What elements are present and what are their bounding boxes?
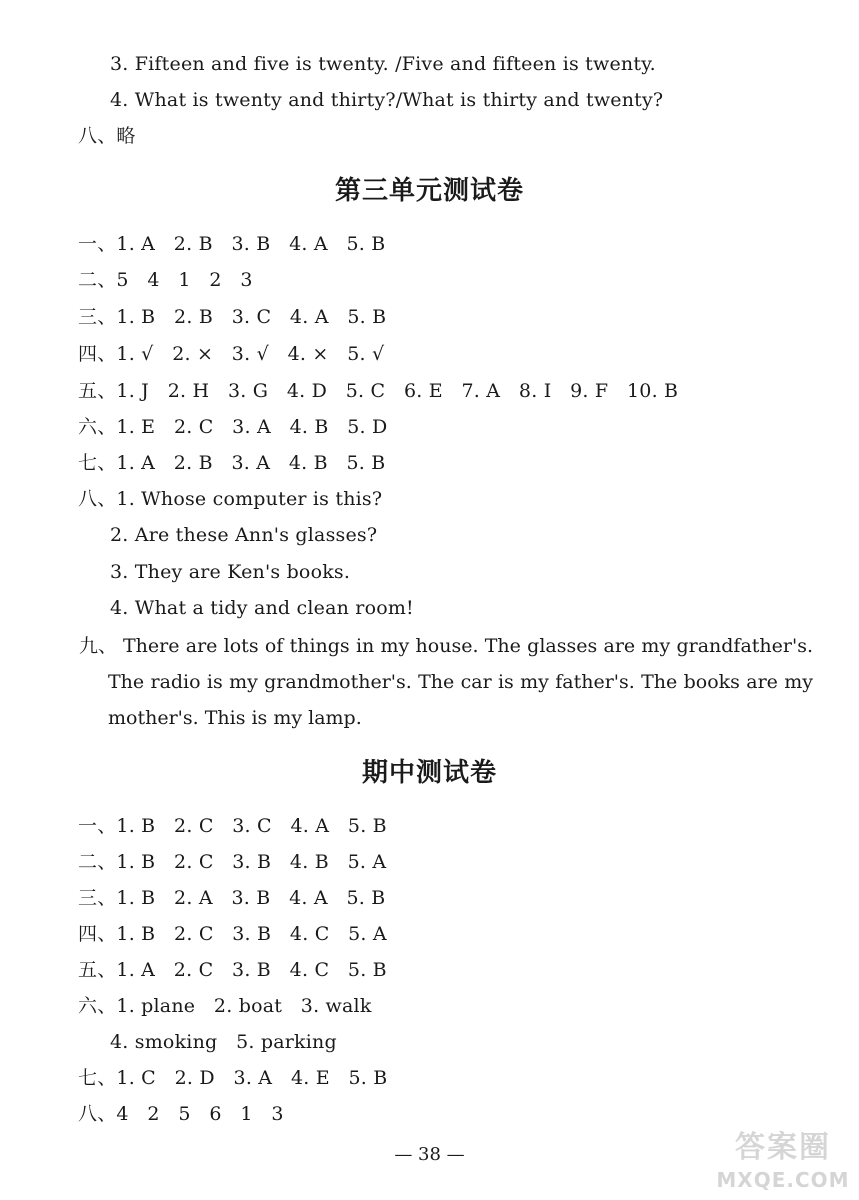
answer-line: 一、1. B 2. C 3. C 4. A 5. B: [78, 815, 387, 837]
answer-line: 七、1. A 2. B 3. A 4. B 5. B: [78, 452, 386, 474]
watermark-text: 答案圈: [735, 1130, 831, 1165]
section-title-unit3: 第三单元测试卷: [334, 176, 524, 206]
writing-answer-paragraph: [79, 628, 813, 736]
answer-line: 六、1. E 2. C 3. A 4. B 5. D: [78, 416, 388, 438]
answer-line: 六、1. plane 2. boat 3. walk: [78, 995, 372, 1017]
answer-line: 3. Fifteen and five is twenty. /Five and fifteen is twenty.: [110, 53, 656, 75]
answer-line: 一、1. A 2. B 3. B 4. A 5. B: [78, 233, 386, 255]
watermark-url: MXQE.COM: [716, 1168, 850, 1192]
answer-line: 五、1. A 2. C 3. B 4. C 5. B: [78, 959, 387, 981]
answer-line: 七、1. C 2. D 3. A 4. E 5. B: [78, 1067, 388, 1089]
answer-line: 五、1. J 2. H 3. G 4. D 5. C 6. E 7. A 8. I 9. F 10. B: [78, 380, 679, 402]
answer-line: 二、1. B 2. C 3. B 4. B 5. A: [78, 851, 387, 873]
page-number: — 38 —: [394, 1144, 465, 1165]
answer-line: 4. smoking 5. parking: [110, 1031, 337, 1053]
answer-line: 三、1. B 2. A 3. B 4. A 5. B: [78, 887, 386, 909]
answer-line: 2. Are these Ann's glasses?: [110, 524, 378, 546]
section-title-midterm: 期中测试卷: [361, 758, 497, 788]
paragraph-text: There are lots of things in my house. The glasses are my grandfather's. The radio is my grandmother's. The car is my father's. The books are my mother's. This is my lamp.: [108, 635, 813, 729]
answer-line: 4. What is twenty and thirty?/What is thirty and twenty?: [110, 89, 664, 111]
question-number: 九、: [79, 635, 118, 657]
answer-line: 3. They are Ken's books.: [110, 561, 351, 583]
answer-line: 四、1. √ 2. × 3. √ 4. × 5. √: [78, 343, 385, 365]
site-watermark-logo: [713, 1122, 853, 1196]
answer-line: 八、略: [78, 125, 136, 147]
answer-line: 八、1. Whose computer is this?: [78, 488, 383, 510]
answer-line: 四、1. B 2. C 3. B 4. C 5. A: [78, 923, 387, 945]
answer-line: 4. What a tidy and clean room!: [110, 597, 414, 619]
answer-line: 二、5 4 1 2 3: [78, 269, 253, 291]
answer-line: 八、4 2 5 6 1 3: [78, 1103, 284, 1125]
answer-line: 三、1. B 2. B 3. C 4. A 5. B: [78, 306, 387, 328]
